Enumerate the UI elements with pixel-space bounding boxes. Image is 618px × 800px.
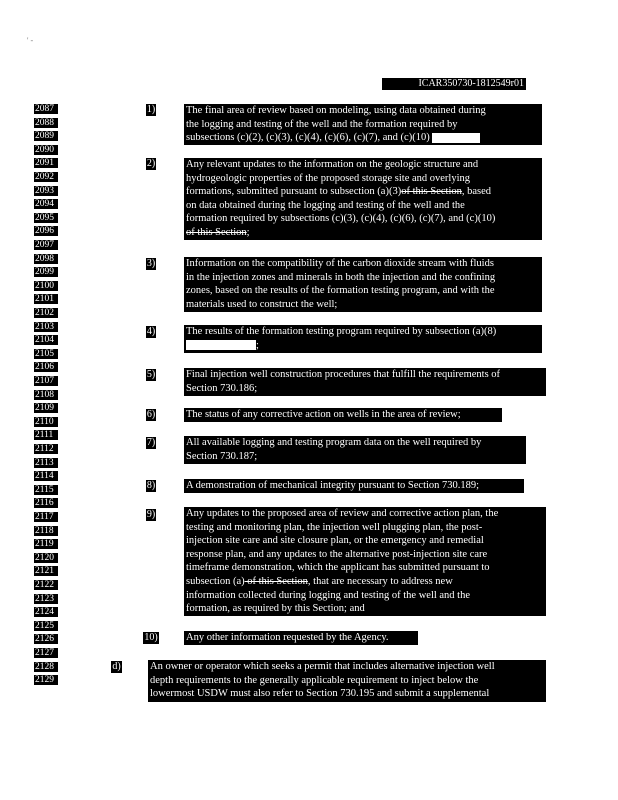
- item-marker: 6): [146, 409, 156, 420]
- line-number: 2108: [34, 390, 58, 400]
- item-text-line: Any other information requested by the Agency.: [186, 632, 389, 643]
- line-number: 2127: [34, 648, 58, 658]
- subsection-d-text: [148, 660, 546, 702]
- line-number: 2129: [34, 675, 58, 685]
- line-number: 2110: [34, 417, 58, 427]
- list-item: [184, 408, 502, 422]
- item-text-line: Section 730.186;: [186, 382, 258, 394]
- item-text-line: lowermost USDW must also refer to Section 730.195 and submit a supplemental: [150, 688, 490, 700]
- line-number: 2114: [34, 471, 58, 481]
- list-item: [184, 257, 542, 312]
- line-number: 2107: [34, 376, 58, 386]
- item-text-line: The final area of review based on modeling, using data obtained during: [186, 105, 486, 116]
- line-number: 2105: [34, 349, 58, 359]
- item-text-line: The results of the formation testing program required by subsection (a)(8): [186, 326, 497, 337]
- line-number: 2111: [34, 430, 58, 440]
- item-text-line: depth requirements to the generally applicable requirement to inject below the: [150, 674, 479, 686]
- item-text-line: Information on the compatibility of the carbon dioxide stream with fluids: [186, 258, 494, 269]
- line-number: 2122: [34, 580, 58, 590]
- item-text-line: All available logging and testing program data on the well required by: [186, 437, 482, 448]
- line-number: 2101: [34, 294, 58, 304]
- line-number: 2119: [34, 539, 58, 549]
- item-text-line: hydrogeologic properties of the proposed storage site and overlying: [186, 172, 471, 184]
- line-number: 2109: [34, 403, 58, 413]
- redaction-mark: [432, 133, 480, 143]
- list-item: [184, 368, 546, 396]
- line-number: 2091: [34, 158, 58, 168]
- line-number: 2094: [34, 199, 58, 209]
- item-marker: 10): [144, 632, 158, 643]
- line-number: 2117: [34, 512, 58, 522]
- item-text-line: subsection (a): [186, 575, 245, 587]
- item-text-line: formation required by subsections (c)(3), (c)(4), (c)(6), (c)(7), and (c)(10): [186, 213, 496, 225]
- line-number: 2089: [34, 131, 58, 141]
- item-text-line: The status of any corrective action on wells in the area of review;: [186, 409, 461, 420]
- line-number: 2099: [34, 267, 58, 277]
- item-text-line: An owner or operator which seeks a permit that includes alternative injection well: [150, 661, 495, 672]
- item-marker: 9): [146, 509, 156, 520]
- item-text-line: formations, submitted pursuant to subsection (a)(3): [186, 186, 402, 198]
- line-number: 2115: [34, 485, 58, 495]
- item-marker: 3): [146, 258, 156, 269]
- item-text-line: materials used to construct the well;: [186, 298, 338, 310]
- item-text-line: , that are necessary to address new: [307, 575, 453, 587]
- line-number: 2116: [34, 498, 58, 508]
- item-text-line: Final injection well construction procedures that fulfill the requirements of: [186, 369, 501, 380]
- item-marker: 8): [146, 480, 156, 491]
- struck-text: of this Section: [186, 226, 247, 238]
- line-number: 2104: [34, 335, 58, 345]
- line-number: 2112: [34, 444, 58, 454]
- line-number: 2121: [34, 566, 58, 576]
- item-text-line: on data obtained during the logging and testing of the well and the: [186, 199, 465, 211]
- item-text-line: subsections (c)(2), (c)(3), (c)(4), (c)(6), (c)(7), and (c)(10): [186, 132, 430, 144]
- item-text-line: Section 730.187;: [186, 450, 258, 462]
- scan-specks: ' -: [27, 36, 34, 45]
- struck-text: of this Section: [244, 575, 308, 587]
- item-text-line: zones, based on the results of the formation testing program, and with the: [186, 285, 495, 297]
- line-number: 2125: [34, 621, 58, 631]
- item-text-line: in the injection zones and minerals in both the injection and the confining: [186, 271, 496, 283]
- redaction-mark: [186, 340, 256, 350]
- item-text-line: the logging and testing of the well and the formation required by: [186, 118, 458, 130]
- line-number: 2090: [34, 145, 58, 155]
- item-marker: 2): [146, 158, 156, 169]
- list-item: [184, 104, 542, 145]
- line-number: 2106: [34, 362, 58, 372]
- line-number: 2103: [34, 322, 58, 332]
- line-number: 2102: [34, 308, 58, 318]
- line-number: 2100: [34, 281, 58, 291]
- item-text-line: , based: [461, 186, 492, 198]
- item-marker: 1): [146, 104, 156, 115]
- line-number: 2113: [34, 458, 58, 468]
- item-text-line: injection site care and site closure plan, or the emergency and remedial: [186, 535, 484, 547]
- line-number: 2124: [34, 607, 58, 617]
- subsection-marker: d): [112, 661, 121, 672]
- line-number: 2093: [34, 186, 58, 196]
- document-code-header: ICAR350730-1812549r01: [382, 78, 526, 90]
- line-number: 2092: [34, 172, 58, 182]
- line-number: 2096: [34, 226, 58, 236]
- line-number: 2128: [34, 662, 58, 672]
- line-number: 2120: [34, 553, 58, 563]
- line-number: 2123: [34, 594, 58, 604]
- struck-text: of this Section: [401, 186, 462, 198]
- item-text-line: information collected during logging and testing of the well and the: [186, 589, 471, 601]
- item-text-line: ;: [246, 226, 250, 238]
- line-number: 2087: [34, 104, 58, 114]
- line-number: 2126: [34, 634, 58, 644]
- list-item: [184, 158, 542, 240]
- item-text-line: Any updates to the proposed area of review and corrective action plan, the: [186, 508, 499, 519]
- line-number: 2095: [34, 213, 58, 223]
- line-number: 2098: [34, 254, 58, 264]
- line-number: 2118: [34, 526, 58, 536]
- item-marker: 5): [146, 369, 156, 380]
- line-number: 2088: [34, 118, 58, 128]
- item-text-line: ;: [256, 339, 259, 351]
- list-item: [184, 325, 542, 353]
- item-text-line: timeframe demonstration, which the applicant has submitted pursuant to: [186, 562, 490, 574]
- list-item: [184, 479, 524, 493]
- list-item: [184, 436, 526, 464]
- item-marker: 7): [146, 437, 156, 448]
- list-item: [184, 631, 418, 645]
- list-item: [184, 507, 546, 616]
- item-text-line: A demonstration of mechanical integrity pursuant to Section 730.189;: [186, 480, 480, 491]
- line-number: 2097: [34, 240, 58, 250]
- item-text-line: Any relevant updates to the information on the geologic structure and: [186, 159, 479, 170]
- item-text-line: testing and monitoring plan, the injection well plugging plan, the post-: [186, 521, 483, 533]
- item-marker: 4): [146, 326, 156, 337]
- item-text-line: formation, as required by this Section; and: [186, 603, 365, 615]
- item-text-line: response plan, and any updates to the alternative post-injection site care: [186, 548, 488, 560]
